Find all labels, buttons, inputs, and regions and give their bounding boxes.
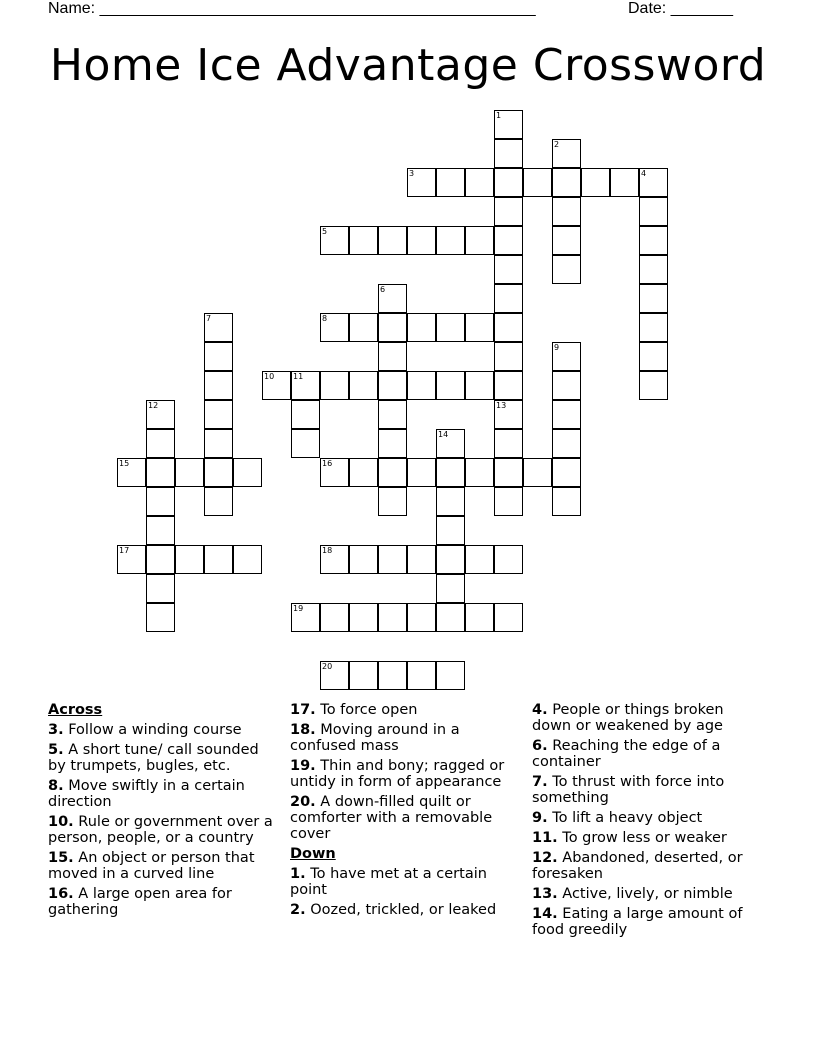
grid-cell[interactable] <box>436 545 465 574</box>
clue-down-7: 7. To thrust with force into something <box>532 774 725 806</box>
grid-cell[interactable] <box>233 458 262 487</box>
grid-cell[interactable] <box>204 458 233 487</box>
grid-cell[interactable] <box>320 313 349 342</box>
cell-number: 6 <box>380 285 386 294</box>
grid-cell[interactable] <box>552 255 581 284</box>
cell-number: 3 <box>409 169 415 178</box>
grid-cell[interactable] <box>639 226 668 255</box>
grid-cell[interactable] <box>320 226 349 255</box>
grid-cell[interactable] <box>494 342 523 371</box>
grid-cell[interactable] <box>407 371 436 400</box>
grid-cell[interactable] <box>407 226 436 255</box>
clues-column-2 <box>290 702 522 922</box>
grid-cell[interactable] <box>349 313 378 342</box>
clues-column-3 <box>532 702 764 942</box>
grid-cell[interactable] <box>436 226 465 255</box>
clue-down-11: 11. To grow less or weaker <box>532 830 727 846</box>
grid-cell[interactable] <box>407 661 436 690</box>
grid-cell[interactable] <box>378 545 407 574</box>
grid-cell[interactable] <box>436 487 465 516</box>
clue-down-2: 2. Oozed, trickled, or leaked <box>290 902 497 918</box>
grid-cell[interactable] <box>146 487 175 516</box>
grid-cell[interactable] <box>465 458 494 487</box>
clue-across-5: 5. A short tune/ call sounded by trumpets, bugles, etc. <box>48 742 259 774</box>
grid-cell[interactable] <box>320 458 349 487</box>
grid-cell[interactable] <box>320 545 349 574</box>
grid-cell[interactable] <box>378 603 407 632</box>
grid-cell[interactable] <box>639 197 668 226</box>
grid-cell[interactable] <box>436 371 465 400</box>
cell-number: 8 <box>322 314 328 323</box>
grid-cell[interactable] <box>349 603 378 632</box>
grid-cell[interactable] <box>494 487 523 516</box>
grid-cell[interactable] <box>378 313 407 342</box>
grid-cell[interactable] <box>465 313 494 342</box>
grid-cell[interactable] <box>552 371 581 400</box>
grid-cell[interactable] <box>378 429 407 458</box>
grid-cell[interactable] <box>175 545 204 574</box>
grid-cell[interactable] <box>639 168 668 197</box>
grid-cell[interactable] <box>378 226 407 255</box>
grid-cell[interactable] <box>407 313 436 342</box>
cell-number: 5 <box>322 227 328 236</box>
grid-cell[interactable] <box>494 226 523 255</box>
grid-cell[interactable] <box>639 371 668 400</box>
grid-cell[interactable] <box>465 226 494 255</box>
clue-across-15: 15. An object or person that moved in a curved line <box>48 850 255 882</box>
grid-cell[interactable] <box>320 603 349 632</box>
grid-cell[interactable] <box>523 168 552 197</box>
grid-cell[interactable] <box>465 371 494 400</box>
grid-cell[interactable] <box>494 139 523 168</box>
cell-number: 17 <box>119 546 130 555</box>
clue-across-20: 20. A down-filled quilt or comforter with a removable cover <box>290 794 493 842</box>
grid-cell[interactable] <box>146 603 175 632</box>
grid-cell[interactable] <box>436 661 465 690</box>
grid-cell[interactable] <box>436 429 465 458</box>
grid-cell[interactable] <box>378 371 407 400</box>
clues-column-1 <box>48 702 280 922</box>
cell-number: 15 <box>119 459 130 468</box>
grid-cell[interactable] <box>291 429 320 458</box>
grid-cell[interactable] <box>552 168 581 197</box>
clue-down-9: 9. To lift a heavy object <box>532 810 703 826</box>
grid-cell[interactable] <box>349 661 378 690</box>
cell-number: 13 <box>496 401 507 410</box>
grid-cell[interactable] <box>494 168 523 197</box>
grid-cell[interactable] <box>175 458 204 487</box>
page-title: Home Ice Advantage Crossword <box>49 40 767 91</box>
grid-cell[interactable] <box>465 168 494 197</box>
grid-cell[interactable] <box>552 139 581 168</box>
grid-cell[interactable] <box>436 516 465 545</box>
grid-cell[interactable] <box>639 284 668 313</box>
grid-cell[interactable] <box>349 545 378 574</box>
grid-cell[interactable] <box>494 545 523 574</box>
clue-across-18: 18. Moving around in a confused mass <box>290 722 460 754</box>
grid-cell[interactable] <box>378 342 407 371</box>
grid-cell[interactable] <box>552 342 581 371</box>
clue-down-14: 14. Eating a large amount of food greedily <box>532 906 743 938</box>
cell-number: 14 <box>438 430 449 439</box>
grid-cell[interactable] <box>552 487 581 516</box>
grid-cell[interactable] <box>494 603 523 632</box>
grid-cell[interactable] <box>146 400 175 429</box>
grid-cell[interactable] <box>494 313 523 342</box>
grid-cell[interactable] <box>465 603 494 632</box>
grid-cell[interactable] <box>204 545 233 574</box>
clue-down-6: 6. Reaching the edge of a container <box>532 738 721 770</box>
grid-cell[interactable] <box>407 603 436 632</box>
grid-cell[interactable] <box>204 400 233 429</box>
cell-number: 10 <box>264 372 275 381</box>
grid-cell[interactable] <box>349 371 378 400</box>
grid-cell[interactable] <box>639 313 668 342</box>
grid-cell[interactable] <box>552 429 581 458</box>
grid-cell[interactable] <box>291 400 320 429</box>
grid-cell[interactable] <box>552 197 581 226</box>
grid-cell[interactable] <box>320 371 349 400</box>
grid-cell[interactable] <box>204 487 233 516</box>
grid-cell[interactable] <box>378 400 407 429</box>
grid-cell[interactable] <box>407 545 436 574</box>
across-heading: Across <box>48 702 103 718</box>
name-field: Name: _________________________________________________ <box>48 0 536 17</box>
grid-cell[interactable] <box>204 342 233 371</box>
cell-number: 2 <box>554 140 560 149</box>
grid-cell[interactable] <box>494 400 523 429</box>
grid-cell[interactable] <box>378 487 407 516</box>
cell-number: 1 <box>496 111 502 120</box>
grid-cell[interactable] <box>407 168 436 197</box>
grid-cell[interactable] <box>494 458 523 487</box>
clue-across-17: 17. To force open <box>290 702 418 718</box>
clue-across-8: 8. Move swiftly in a certain direction <box>48 778 245 810</box>
grid-cell[interactable] <box>436 603 465 632</box>
grid-cell[interactable] <box>552 400 581 429</box>
grid-cell[interactable] <box>581 168 610 197</box>
grid-cell[interactable] <box>117 545 146 574</box>
grid-cell[interactable] <box>552 226 581 255</box>
grid-cell[interactable] <box>494 197 523 226</box>
grid-cell[interactable] <box>436 458 465 487</box>
grid-cell[interactable] <box>378 458 407 487</box>
grid-cell[interactable] <box>146 458 175 487</box>
grid-cell[interactable] <box>204 429 233 458</box>
grid-cell[interactable] <box>320 661 349 690</box>
grid-cell[interactable] <box>436 574 465 603</box>
clue-down-1: 1. To have met at a certain point <box>290 866 487 898</box>
grid-cell[interactable] <box>262 371 291 400</box>
grid-cell[interactable] <box>378 284 407 313</box>
cell-number: 9 <box>554 343 560 352</box>
clue-down-12: 12. Abandoned, deserted, or foresaken <box>532 850 743 882</box>
grid-cell[interactable] <box>494 255 523 284</box>
grid-cell[interactable] <box>204 313 233 342</box>
grid-cell[interactable] <box>436 168 465 197</box>
grid-cell[interactable] <box>552 458 581 487</box>
cell-number: 20 <box>322 662 333 671</box>
cell-number: 18 <box>322 546 333 555</box>
grid-cell[interactable] <box>494 429 523 458</box>
cell-number: 4 <box>641 169 647 178</box>
grid-cell[interactable] <box>291 603 320 632</box>
clue-across-10: 10. Rule or government over a person, people, or a country <box>48 814 273 846</box>
clue-across-19: 19. Thin and bony; ragged or untidy in form of appearance <box>290 758 505 790</box>
grid-cell[interactable] <box>639 255 668 284</box>
clue-down-4: 4. People or things broken down or weakened by age <box>532 702 724 734</box>
grid-cell[interactable] <box>146 516 175 545</box>
cell-number: 19 <box>293 604 304 613</box>
grid-cell[interactable] <box>465 545 494 574</box>
grid-cell[interactable] <box>349 226 378 255</box>
grid-cell[interactable] <box>146 574 175 603</box>
grid-cell[interactable] <box>436 313 465 342</box>
grid-cell[interactable] <box>117 458 146 487</box>
grid-cell[interactable] <box>146 545 175 574</box>
cell-number: 16 <box>322 459 333 468</box>
grid-cell[interactable] <box>494 371 523 400</box>
cell-number: 7 <box>206 314 212 323</box>
grid-cell[interactable] <box>639 342 668 371</box>
grid-cell[interactable] <box>349 458 378 487</box>
grid-cell[interactable] <box>494 110 523 139</box>
date-field: Date: _______ <box>628 0 733 17</box>
grid-cell[interactable] <box>523 458 552 487</box>
cell-number: 11 <box>293 372 304 381</box>
grid-cell[interactable] <box>204 371 233 400</box>
grid-cell[interactable] <box>146 429 175 458</box>
grid-cell[interactable] <box>610 168 639 197</box>
grid-cell[interactable] <box>407 458 436 487</box>
grid-cell[interactable] <box>233 545 262 574</box>
grid-cell[interactable] <box>378 661 407 690</box>
clue-across-3: 3. Follow a winding course <box>48 722 242 738</box>
grid-cell[interactable] <box>291 371 320 400</box>
cell-number: 12 <box>148 401 159 410</box>
down-heading: Down <box>290 846 336 862</box>
clue-across-16: 16. A large open area for gathering <box>48 886 232 918</box>
clue-down-13: 13. Active, lively, or nimble <box>532 886 733 902</box>
grid-cell[interactable] <box>494 284 523 313</box>
